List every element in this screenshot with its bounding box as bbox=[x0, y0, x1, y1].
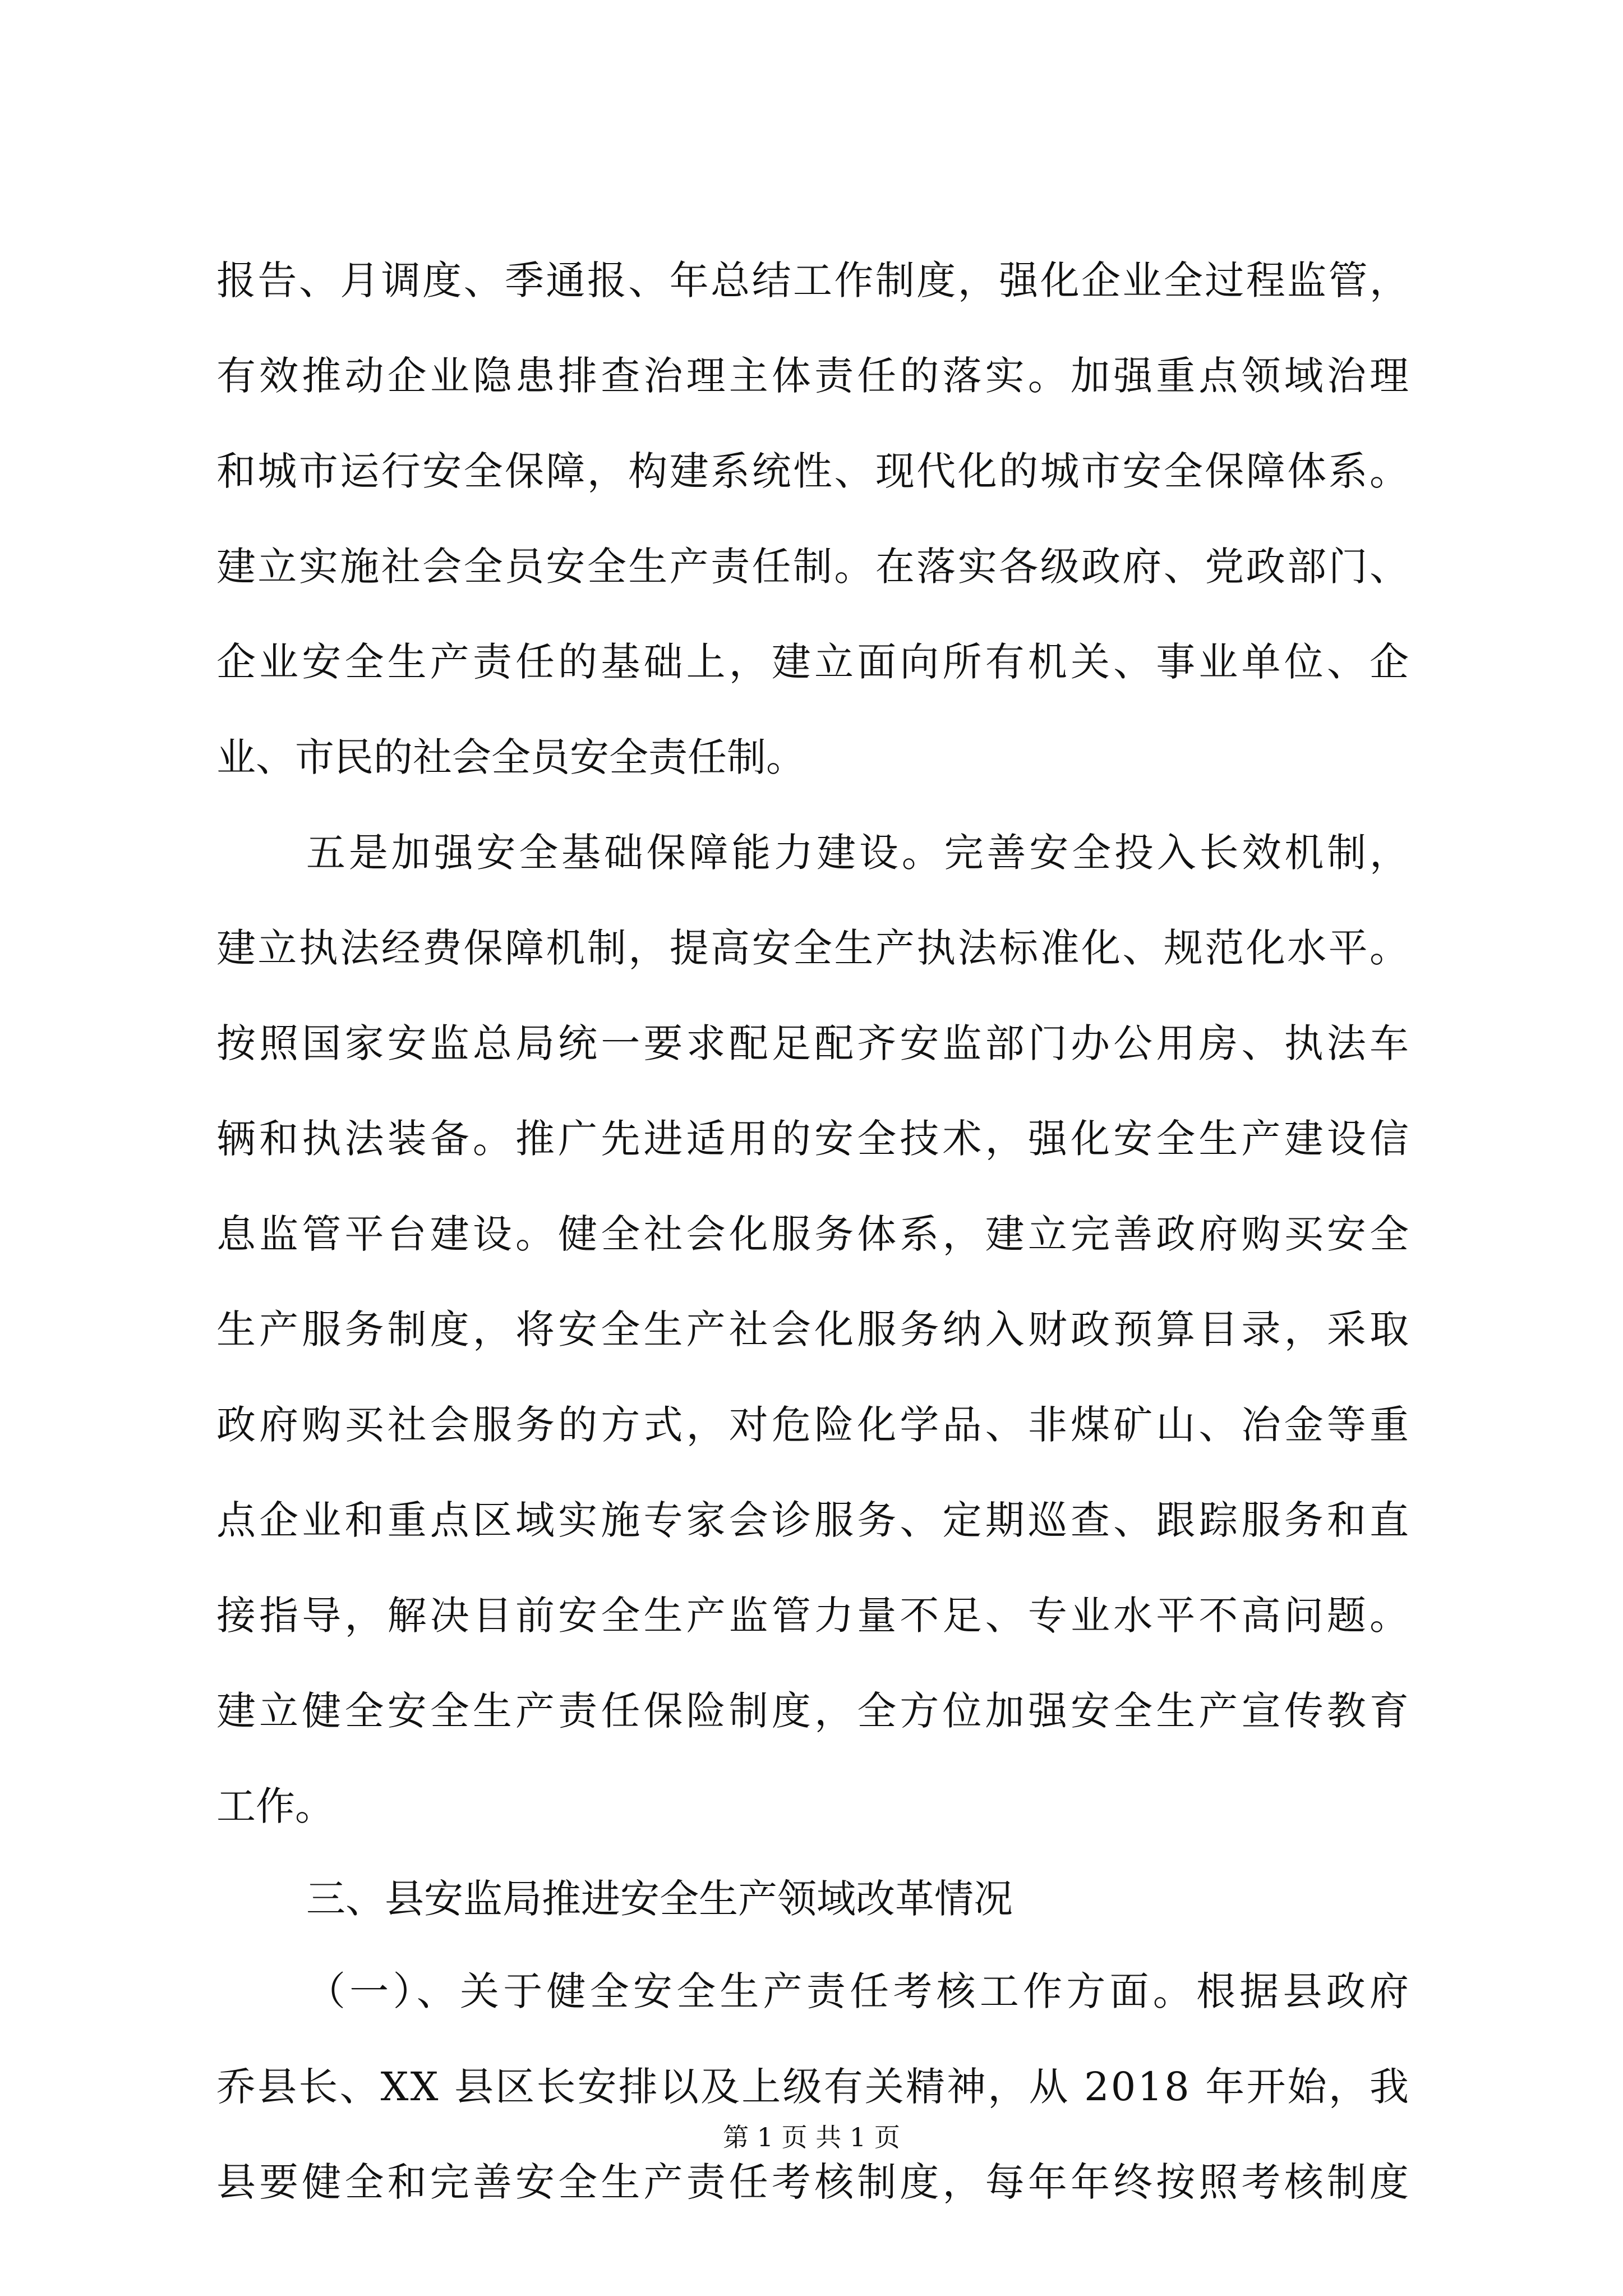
text-line-2-content: 有效推动企业隐患排查治理主体责任的落实。加强重点领域治理 bbox=[216, 353, 1413, 399]
text-line-1 bbox=[0, 233, 1623, 328]
text-line-4-content: 建立实施社会全员安全生产责任制。在落实各级政府、党政部门、 bbox=[216, 544, 1411, 590]
text-line-16 bbox=[0, 1663, 1623, 1759]
text-line-5-content: 企业安全生产责任的基础上，建立面向所有机关、事业单位、企 bbox=[216, 639, 1413, 685]
text-line-11 bbox=[0, 1186, 1623, 1282]
text-line-7 bbox=[0, 805, 1623, 900]
text-line-11-content: 息监管平台建设。健全社会化服务体系，建立完善政府购买安全 bbox=[216, 1211, 1413, 1257]
text-line-3 bbox=[0, 424, 1623, 519]
text-line-15 bbox=[0, 1568, 1623, 1663]
text-line-6-content: 业、市民的社会全员安全责任制。 bbox=[216, 734, 805, 780]
text-line-10 bbox=[0, 1091, 1623, 1186]
text-line-14-content: 点企业和重点区域实施专家会诊服务、定期巡查、跟踪服务和直 bbox=[216, 1497, 1413, 1543]
text-line-13-content: 政府购买社会服务的方式，对危险化学品、非煤矿山、冶金等重 bbox=[216, 1402, 1413, 1448]
text-line-4 bbox=[0, 519, 1623, 614]
text-line-13 bbox=[0, 1377, 1623, 1473]
text-line-6 bbox=[0, 710, 1623, 805]
text-line-17-content: 工作。 bbox=[216, 1783, 334, 1829]
text-line-8-content: 建立执法经费保障机制，提高安全生产执法标准化、规范化水平。 bbox=[216, 925, 1411, 971]
text-line-16-content: 建立健全安全生产责任保险制度，全方位加强安全生产宣传教育 bbox=[216, 1688, 1413, 1734]
text-line-19-content: （一）、关于健全安全生产责任考核工作方面。根据县政府 bbox=[306, 1968, 1413, 2014]
text-line-20-content: 乔县长、XX 县区长安排以及上级有关精神，从 2018 年开始，我 bbox=[216, 2064, 1411, 2110]
page-footer: 第 1 页 共 1 页 bbox=[723, 2122, 900, 2152]
text-line-3-content: 和城市运行安全保障，构建系统性、现代化的城市安全保障体系。 bbox=[216, 448, 1411, 494]
text-line-10-content: 辆和执法装备。推广先进适用的安全技术，强化安全生产建设信 bbox=[216, 1116, 1413, 1162]
text-line-1-content: 报告、月调度、季通报、年总结工作制度，强化企业全过程监管， bbox=[216, 257, 1411, 303]
text-line-7-content: 五是加强安全基础保障能力建设。完善安全投入长效机制， bbox=[306, 830, 1412, 876]
text-line-18 bbox=[0, 1851, 1623, 1947]
text-line-12 bbox=[0, 1282, 1623, 1377]
text-line-19 bbox=[0, 1944, 1623, 2039]
section-heading: 三、县安监局推进安全生产领域改革情况 bbox=[306, 1876, 1013, 1922]
text-line-21-content: 县要健全和完善安全生产责任考核制度，每年年终按照考核制度 bbox=[216, 2159, 1413, 2205]
text-line-5 bbox=[0, 614, 1623, 710]
text-line-8 bbox=[0, 900, 1623, 996]
text-line-14 bbox=[0, 1473, 1623, 1568]
text-line-9 bbox=[0, 996, 1623, 1091]
text-line-2 bbox=[0, 328, 1623, 424]
text-line-12-content: 生产服务制度，将安全生产社会化服务纳入财政预算目录，采取 bbox=[216, 1306, 1413, 1352]
text-line-15-content: 接指导，解决目前安全生产监管力量不足、专业水平不高问题。 bbox=[216, 1593, 1413, 1639]
text-line-17 bbox=[0, 1759, 1623, 1854]
text-line-9-content: 按照国家安监总局统一要求配足配齐安监部门办公用房、执法车 bbox=[216, 1020, 1413, 1066]
